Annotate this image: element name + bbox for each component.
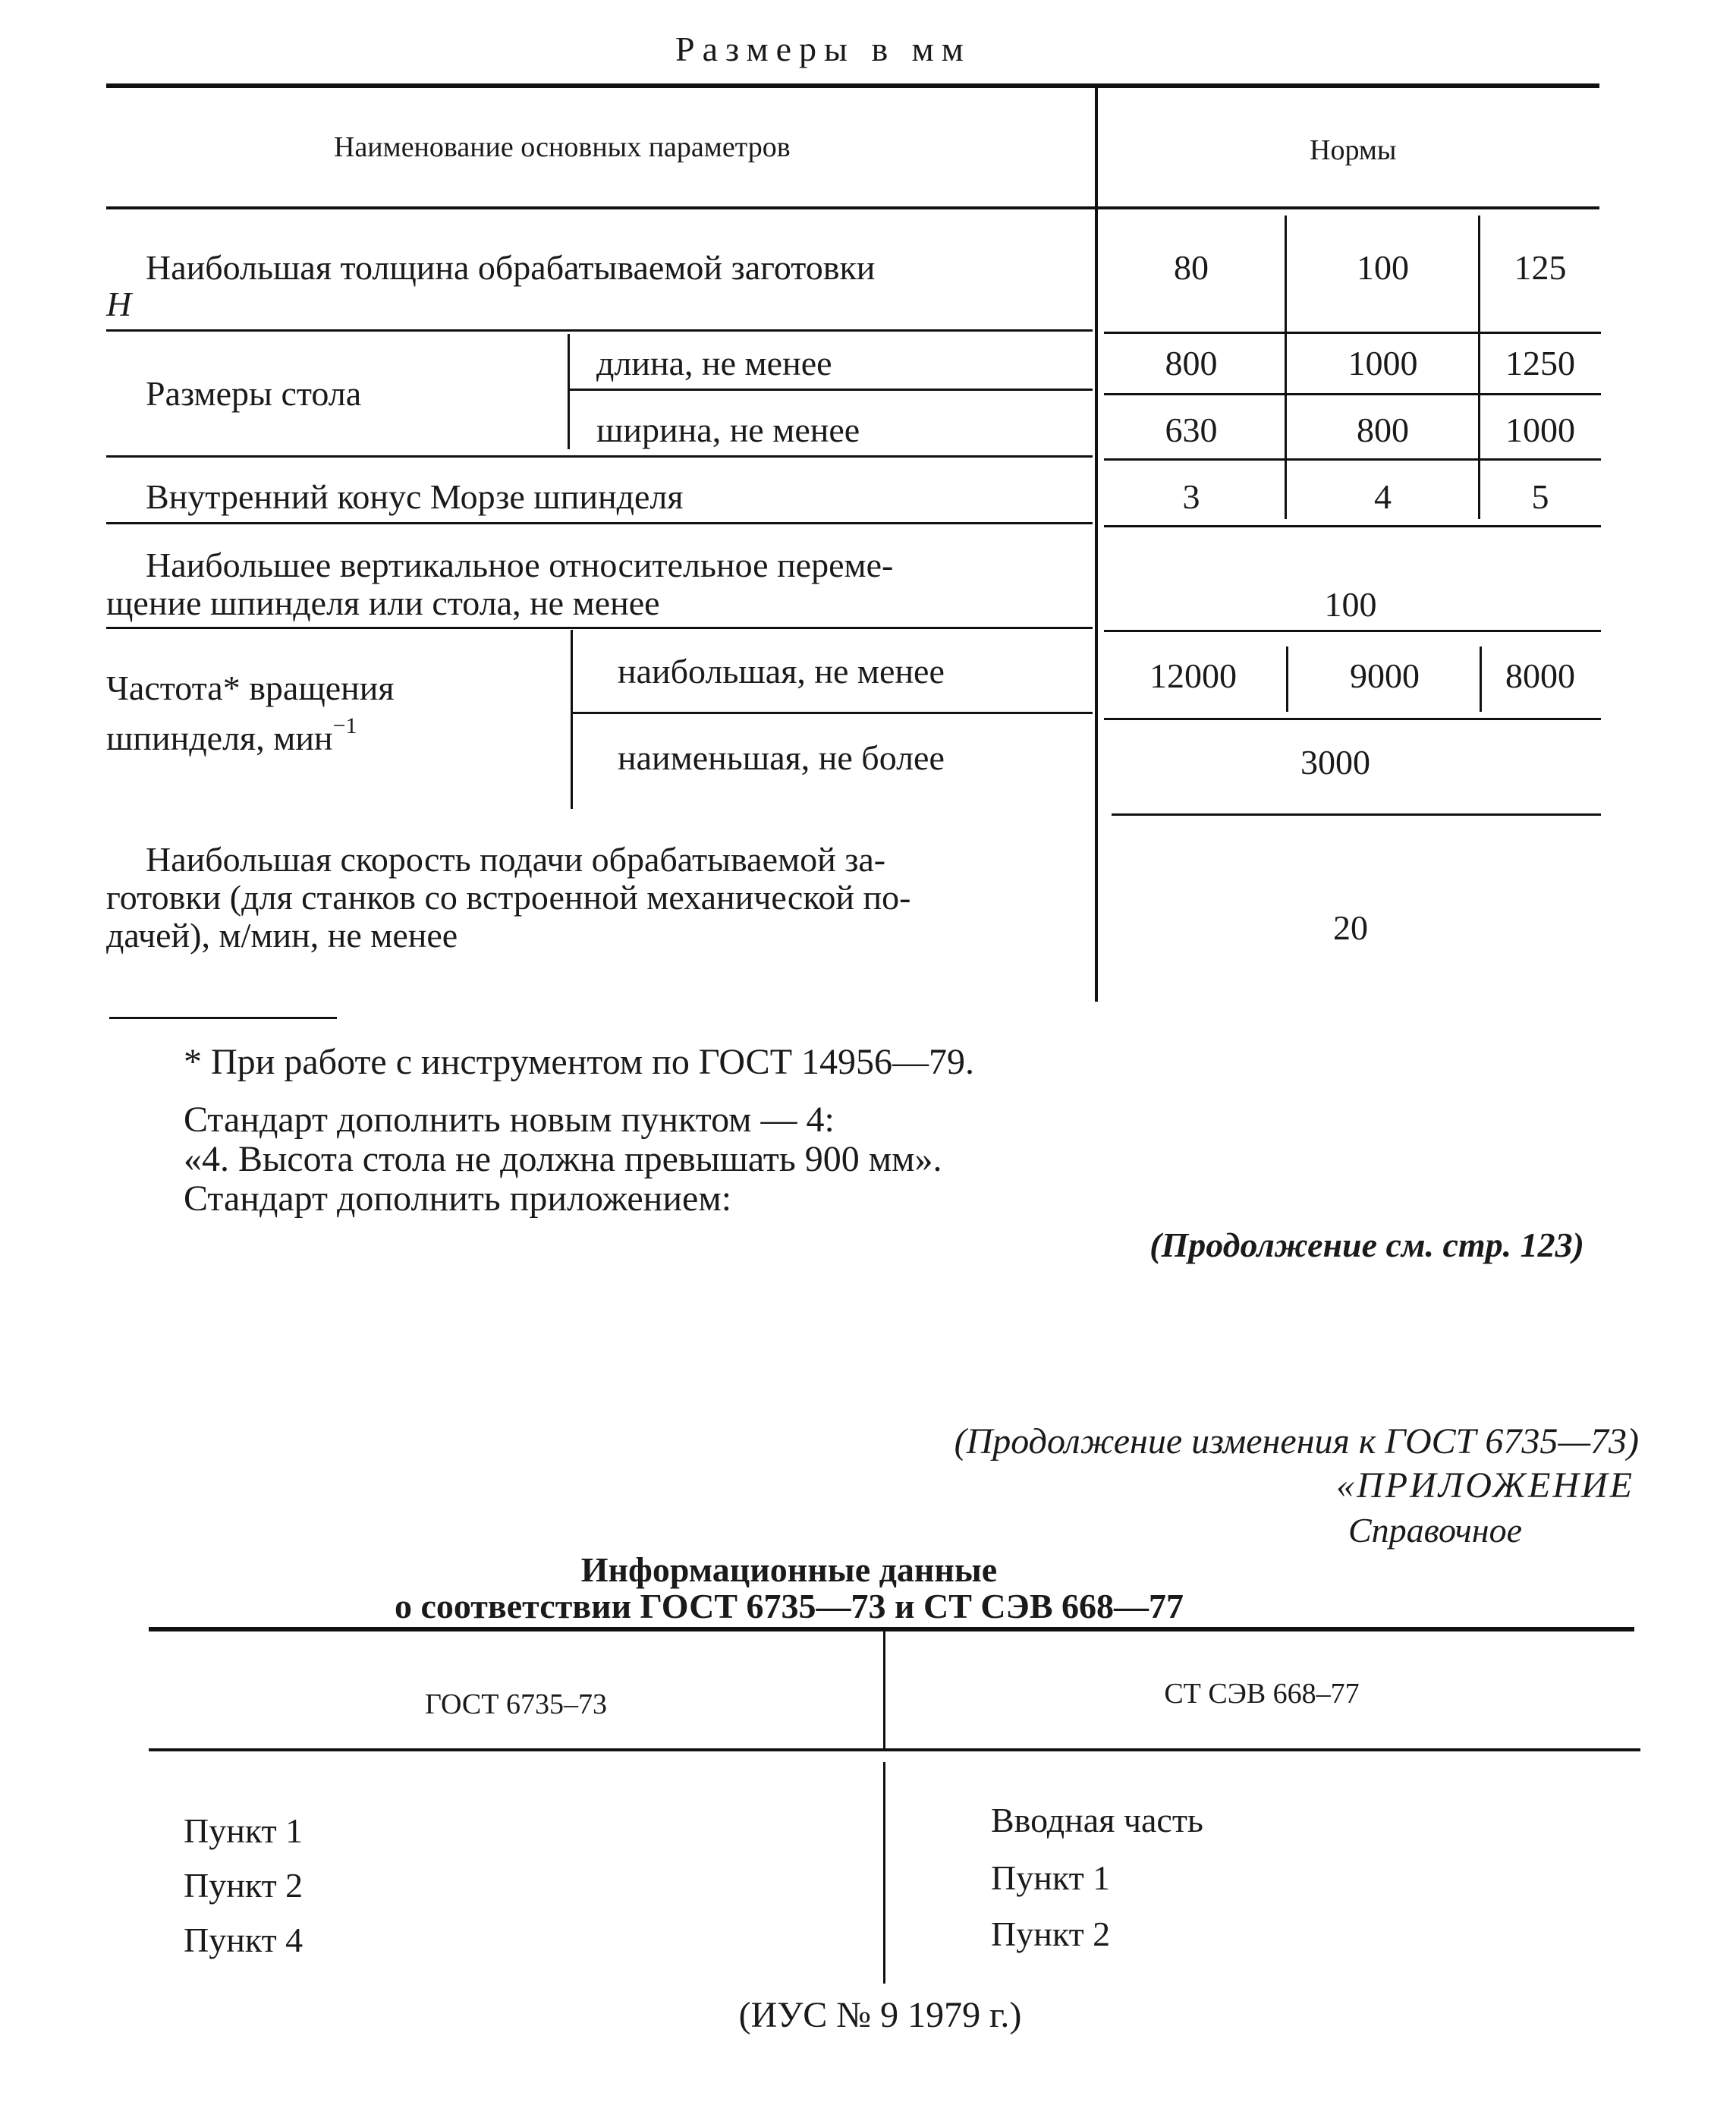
footnote: * При работе с инструментом по ГОСТ 14956—79. (184, 1042, 975, 1082)
table2-column-rule (883, 1631, 885, 1748)
table-top-rule (106, 83, 1599, 88)
table-caption: Размеры в мм (675, 30, 971, 68)
value-cell: 125 (1514, 248, 1567, 287)
table2-header-rule (149, 1748, 1640, 1751)
value-cell: 1250 (1505, 344, 1575, 382)
value-cell: 3 (1182, 477, 1200, 516)
list-item: Пункт 1 (184, 1811, 303, 1850)
value-column-rule (1478, 216, 1480, 519)
list-item: Пункт 2 (184, 1866, 303, 1905)
row-rule (1104, 718, 1601, 720)
col2-header: СТ СЭВ 668–77 (1164, 1678, 1360, 1710)
row-sub-label: наибольшая, не менее (618, 652, 945, 691)
value-cell: 8000 (1505, 656, 1575, 695)
paragraph: Стандарт дополнить приложением: (184, 1178, 732, 1219)
value-column-rule (1285, 216, 1287, 519)
value-cell: 80 (1174, 248, 1209, 287)
value-cell: 5 (1531, 477, 1549, 516)
value-cell: 3000 (1300, 743, 1370, 782)
continuation-note: (Продолжение см. стр. 123) (1149, 1226, 1584, 1264)
row-rule (1104, 630, 1601, 632)
row-rule (106, 329, 1093, 332)
row-rule (1104, 525, 1601, 527)
appendix-label: «ПРИЛОЖЕНИЕ (1336, 1465, 1634, 1506)
row-group-label (106, 713, 357, 758)
list-item: Пункт 4 (184, 1921, 303, 1959)
row-label: H (106, 285, 132, 323)
table2-column-rule (883, 1762, 885, 1984)
row-sub-label: длина, не менее (596, 344, 832, 382)
value-cell: 800 (1165, 344, 1218, 382)
subgroup-rule (568, 334, 570, 449)
subgroup-rule (571, 630, 573, 809)
row-rule (1112, 813, 1601, 816)
appendix-type: Справочное (1348, 1511, 1522, 1550)
row-label: Наибольшее вертикальное относительное переме- (146, 546, 894, 584)
section-title: Информационные данные (580, 1550, 998, 1589)
row-label: готовки (для станков со встроенной механической по- (106, 878, 911, 917)
row-sub-label: наименьшая, не более (618, 738, 945, 777)
value-cell: 800 (1357, 411, 1409, 449)
row-sub-label: ширина, не менее (596, 411, 860, 449)
header-norms: Нормы (1310, 134, 1397, 166)
row-rule (573, 712, 1093, 714)
value-cell: 12000 (1149, 656, 1237, 695)
list-item: Вводная часть (991, 1801, 1203, 1839)
table2-top-rule (149, 1627, 1634, 1631)
row-rule (1104, 458, 1601, 461)
row-label: Внутренний конус Морзе шпинделя (146, 477, 684, 516)
main-column-rule (1095, 88, 1098, 1002)
unit-exponent: −1 (332, 713, 357, 738)
paragraph: «4. Высота стола не должна превышать 900 мм». (184, 1139, 942, 1179)
row-label: щение шпинделя или стола, не менее (106, 584, 660, 622)
paragraph: Стандарт дополнить новым пунктом — 4: (184, 1100, 835, 1140)
row-rule (569, 389, 1093, 391)
row-group-label: Частота* вращения (106, 669, 395, 707)
list-item: Пункт 1 (991, 1858, 1111, 1897)
value-column-rule (1480, 647, 1482, 712)
row-rule (1104, 332, 1601, 334)
value-cell: 9000 (1350, 656, 1420, 695)
publication-ref: (ИУС № 9 1979 г.) (738, 1995, 1022, 2035)
value-cell: 630 (1165, 411, 1218, 449)
row-label: Наибольшая скорость подачи обрабатываемой за- (146, 840, 886, 879)
row-rule (106, 455, 1093, 458)
header-parameters: Наименование основных параметров (334, 131, 791, 163)
row-rule (1104, 393, 1601, 395)
section-title: о соответствии ГОСТ 6735—73 и СТ СЭВ 668—77 (394, 1587, 1184, 1625)
value-cell: 100 (1324, 585, 1377, 624)
value-cell: 100 (1357, 248, 1409, 287)
table-header-rule (106, 206, 1599, 209)
row-group-label-text: шпинделя, мин (106, 719, 333, 757)
value-cell: 1000 (1348, 344, 1418, 382)
list-item: Пункт 2 (991, 1915, 1111, 1953)
footnote-separator (109, 1017, 337, 1019)
continuation-title: (Продолжение изменения к ГОСТ 6735—73) (954, 1421, 1639, 1462)
value-cell: 1000 (1505, 411, 1575, 449)
col1-header: ГОСТ 6735–73 (425, 1688, 607, 1720)
value-column-rule (1286, 647, 1288, 712)
row-label: Наибольшая толщина обрабатываемой заготовки (146, 248, 876, 287)
row-rule (106, 522, 1093, 524)
row-rule (106, 627, 1093, 629)
row-label: дачей), м/мин, не менее (106, 916, 458, 955)
row-group-label: Размеры стола (146, 374, 362, 413)
value-cell: 4 (1374, 477, 1392, 516)
value-cell: 20 (1333, 908, 1368, 947)
